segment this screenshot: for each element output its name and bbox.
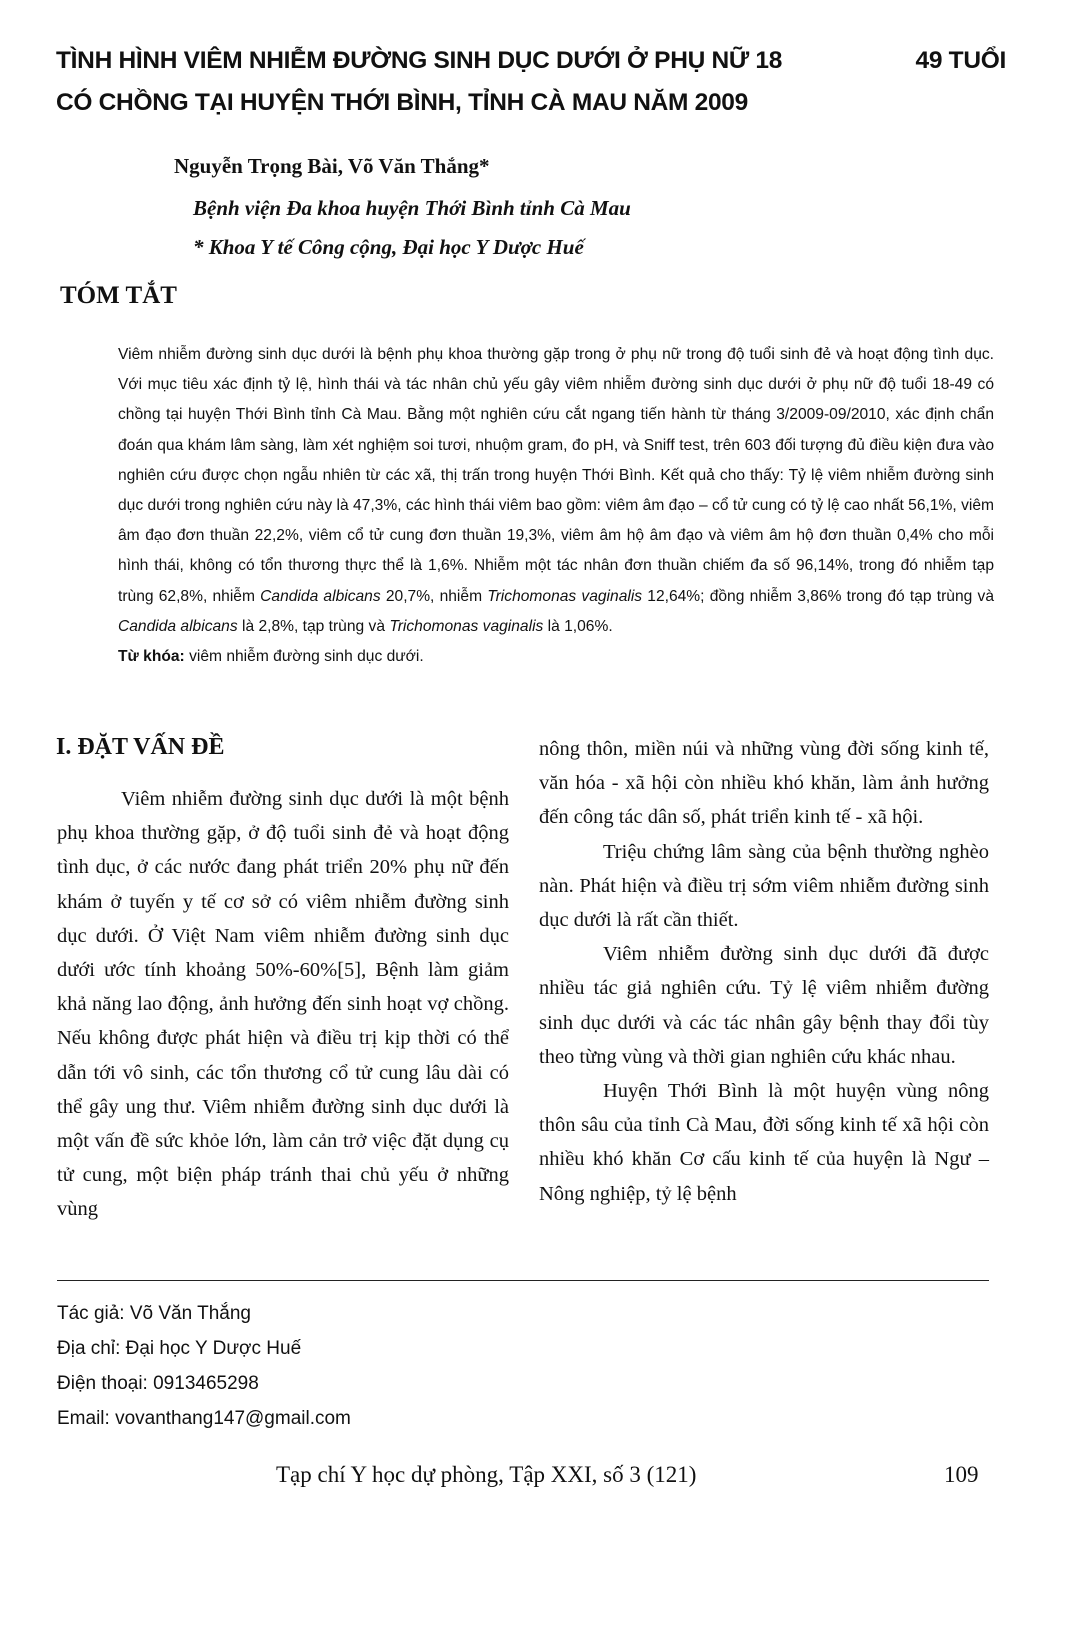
paragraph: Triệu chứng lâm sàng của bệnh thường nghèo nàn. Phát hiện và điều trị sớm viêm nhiễm đường sinh dục dưới là rất cần thiết. [539,840,989,932]
footnote-email: Email: vovanthang147@gmail.com [57,1408,351,1429]
paragraph: Viêm nhiễm đường sinh dục dưới đã được nhiều tác giả nghiên cứu. Tỷ lệ viêm nhiễm đường sinh dục dưới và các tác nhân gây bệnh thay đổi tùy theo từng vùng và thời gian nghiên cứu khác nhau. [539,943,989,1068]
footnote-address: Địa chỉ: Đại học Y Dược Huế [57,1338,302,1359]
abstract-part-2: 20,7%, nhiễm [380,587,488,605]
abstract-part-5: là 1,06%. [543,617,613,635]
species-candida-1: Candida albicans [260,587,381,605]
affiliation-1: Bệnh viện Đa khoa huyện Thới Bình tỉnh Cà Mau [193,196,631,220]
abstract-part-1: Viêm nhiễm đường sinh dục dưới là bệnh phụ khoa thường gặp trong ở phụ nữ trong độ tuổi sinh đẻ và hoạt động tình dục. Với mục tiêu xác định tỷ lệ, hình thái và tác nhân chủ yếu gây viêm nhiễm đường sinh dục dưới ở phụ nữ độ tuổi 18-49 có chồng tại huyện Thới Bình tỉnh Cà Mau. Bằng một nghiên cứu cắt ngang tiến hành từ tháng 3/2009-09/2010, xác định chẩn đoán qua khám lâm sàng, làm xét nghiệm soi tươi, nhuộm gram, đo pH, và Sniff test, trên 603 đối tượng đủ điều kiện đưa vào nghiên cứu được chọn ngẫu nhiên từ các xã, thị trấn trong huyện Thới Bình. Kết quả cho thấy: Tỷ lệ viêm nhiễm đường sinh dục dưới trong nghiên cứu này là 47,3%, các hình thái viêm bao gồm: viêm âm đạo – cổ tử cung có tỷ lệ cao nhất 56,1%, viêm âm đạo đơn thuần 22,2%, viêm cổ tử cung đơn thuần 19,3%, viêm âm hộ âm đạo và viêm âm hộ đơn thuần 0,4% cho mỗi hình thái, không có tổn thương thực thể là 1,6%. Nhiễm một tác nhân đơn thuần chiếm đa số 96,14%, trong đó nhiễm tạp trùng 62,8%, nhiễm [118,346,994,605]
title-line-1 [56,40,1006,82]
keywords-label: Từ khóa: [118,648,185,666]
paragraph: Huyện Thới Bình là một huyện vùng nông thôn sâu của tỉnh Cà Mau, đời sống kinh tế xã hội còn nhiều khó khăn Cơ cấu kinh tế của huyện là Ngư – Nông nghiệp, tỷ lệ bệnh [539,1080,989,1205]
paragraph: nông thôn, miền núi và những vùng đời sống kinh tế, văn hóa - xã hội còn nhiều khó khăn, làm ảnh hưởng đến công tác dân số, phát triển kinh tế - xã hội. [539,738,989,829]
footnote-phone: Điện thoại: 0913465298 [57,1373,259,1394]
left-column [57,782,509,1227]
abstract-text [118,340,994,642]
section-heading: I. ĐẶT VẤN ĐỀ [56,734,225,760]
article-title [56,40,1006,124]
species-trichomonas-2: Trichomonas vaginalis [389,617,544,635]
title-line-2: CÓ CHỒNG TẠI HUYỆN THỚI BÌNH, TỈNH CÀ MAU NĂM 2009 [56,89,748,116]
title-line-1-right: 49 TUỔI [915,47,1006,74]
species-trichomonas-1: Trichomonas vaginalis [487,587,643,605]
abstract-part-3: 12,64%; đồng nhiễm 3,86% trong đó tạp trùng và [642,587,994,605]
affiliation-2: * Khoa Y tế Công cộng, Đại học Y Dược Huế [193,235,584,259]
footnote-author: Tác giả: Võ Văn Thắng [57,1303,251,1324]
authors: Nguyễn Trọng Bài, Võ Văn Thắng* [174,154,490,178]
species-candida-2: Candida albicans [118,617,238,635]
keywords [118,642,994,672]
abstract-part-4: là 2,8%, tạp trùng và [237,617,390,635]
right-column [539,732,989,1211]
journal-citation: Tạp chí Y học dự phòng, Tập XXI, số 3 (121) [276,1462,697,1487]
footnote-divider [57,1280,989,1281]
title-line-1-left: TÌNH HÌNH VIÊM NHIỄM ĐƯỜNG SINH DỤC DƯỚI Ở PHỤ NỮ 18 [56,47,783,74]
page-number: 109 [944,1462,979,1487]
keywords-text: viêm nhiễm đường sinh dục dưới. [184,648,424,666]
abstract-body [118,340,994,672]
correspondence-footnote [57,1296,351,1436]
abstract-heading: TÓM TẮT [60,282,177,309]
paragraph: Viêm nhiễm đường sinh dục dưới là một bệnh phụ khoa thường gặp, ở độ tuổi sinh đẻ và hoạt động tình dục, ở các nước đang phát triển 20% phụ nữ đến khám ở tuyến y tế cơ sở có viêm nhiễm đường sinh dục dưới. Ở Việt Nam viêm nhiễm đường sinh dục dưới ước tính khoảng 50%-60%[5], Bệnh làm giảm khả năng lao động, ảnh hưởng đến sinh hoạt vợ chồng. Nếu không được phát hiện và điều trị kịp thời có thể dẫn tới vô sinh, các tổn thương cổ tử cung lâu dài có thể gây ung thư. Viêm nhiễm đường sinh dục dưới là một vấn đề sức khỏe lớn, làm cản trở việc đặt dụng cụ tử cung, một biện pháp tránh thai chủ yếu ở những vùng [57,788,509,1221]
